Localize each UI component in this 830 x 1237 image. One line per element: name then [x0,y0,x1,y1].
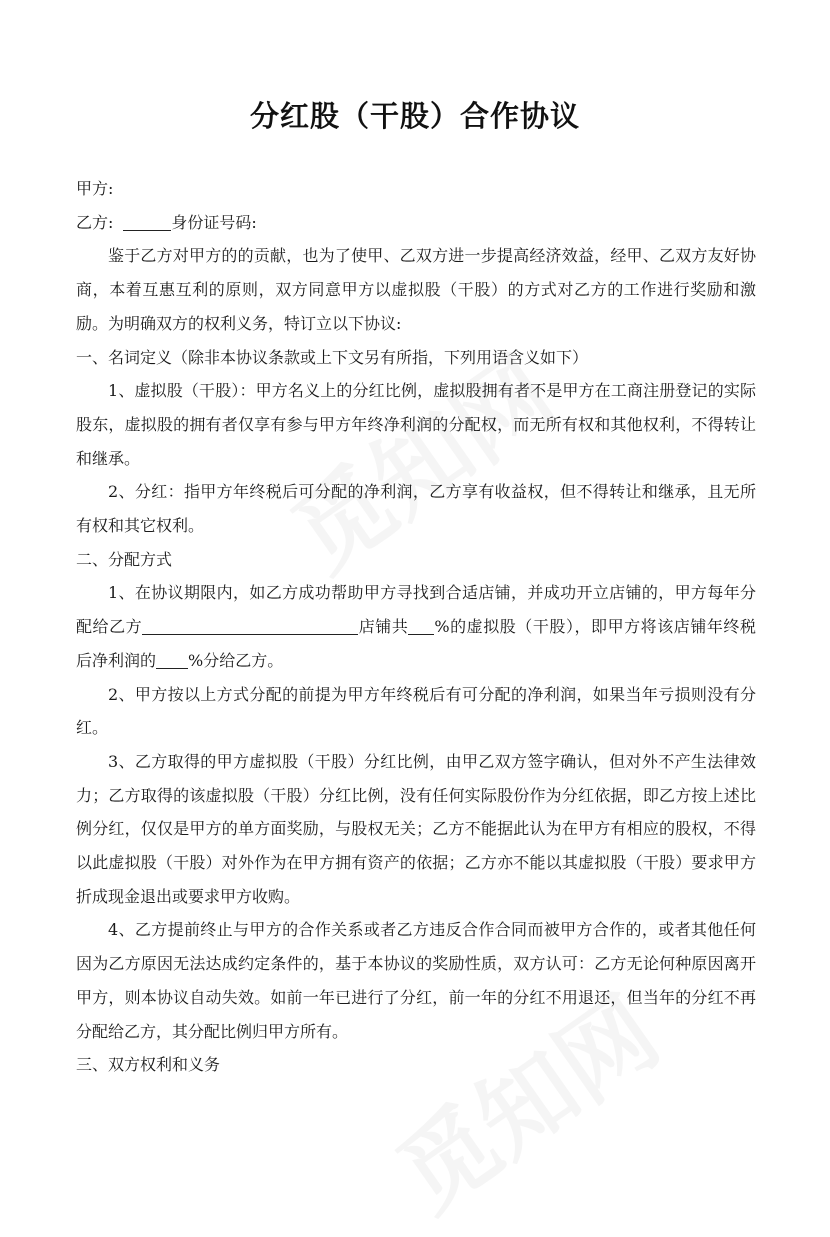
party-a-line: 甲方: [76,179,114,198]
party-b-name-blank[interactable] [123,212,171,231]
section-3-heading: 三、双方权利和义务 [76,1055,221,1075]
document-body [76,172,756,1082]
section-1-item-1: 1、虚拟股（干股）：甲方名义上的分红比例，虚拟股拥有者不是甲方在工商注册登记的实际股东，虚拟股的拥有者仅享有参与甲方年终净利润的分配权，而无所有权和其他权利，不得转让和继承。 [76,381,756,468]
section-2-item-2: 2、甲方按以上方式分配的前提为甲方年终税后有可分配的净利润，如果当年亏损则没有分红。 [76,684,756,738]
section-2-item-3: 3、乙方取得的甲方虚拟股（干股）分红比例，由甲乙双方签字确认，但对外不产生法律效力；乙方取得的该虚拟股（干股）分红比例，没有任何实际股份作为分红依据，即乙方按上述比例分红，仅仅是甲方的单方面奖励，与股权无关；乙方不能据此认为在甲方有相应的股权，不得以此虚拟股（干股）对外作为在甲方拥有资产的依据；乙方亦不能以其虚拟股（干股）要求甲方折成现金退出或要求甲方收购。 [76,751,756,906]
store-name-blank[interactable] [142,616,358,635]
clause-text: %分给乙方。 [188,650,284,670]
share-percent-blank[interactable] [408,616,434,635]
clause-text: %的虚拟股（干股），即甲方将该店铺年终税后净利润的 [76,617,756,670]
party-b-line [76,206,756,240]
party-b-label: 乙方: [76,212,114,232]
section-2-heading: 二、分配方式 [76,549,173,569]
preamble-paragraph: 鉴于乙方对甲方的的贡献，也为了使甲、乙双方进一步提高经济效益，经甲、乙双方友好协商，本着互惠互利的原则，双方同意甲方以虚拟股（干股）的方式对乙方的工作进行奖励和激励。为明确双方的权利义务，特订立以下协议: [76,246,756,333]
section-1-item-2: 2、分红：指甲方年终税后可分配的净利润，乙方享有收益权，但不得转让和继承，且无所有权和其它权利。 [76,482,756,536]
clause-text: 1、在协议期限内，如乙方成功帮助甲方寻找到合适店铺，并成功开立店铺的，甲方每年分配给乙方 [76,583,756,637]
section-2-item-4: 4、乙方提前终止与甲方的合作关系或者乙方违反合作合同而被甲方合作的，或者其他任何因为乙方原因无法达成约定条件的，基于本协议的奖励性质，双方认可：乙方无论何种原因离开甲方，则本协议自动失效。如前一年已进行了分红，前一年的分红不用退还，但当年的分红不再分配给乙方，其分配比例归甲方所有。 [76,920,756,1041]
page-title: 分红股（干股）合作协议 [249,99,580,133]
section-1-heading: 一、名词定义（除非本协议条款或上下文另有所指，下列用语含义如下） [76,347,589,367]
id-number-label: 身份证号码: [171,212,257,232]
section-2-item-1 [76,576,756,677]
profit-percent-blank[interactable] [156,650,188,669]
clause-text: 店铺共 [358,617,409,637]
